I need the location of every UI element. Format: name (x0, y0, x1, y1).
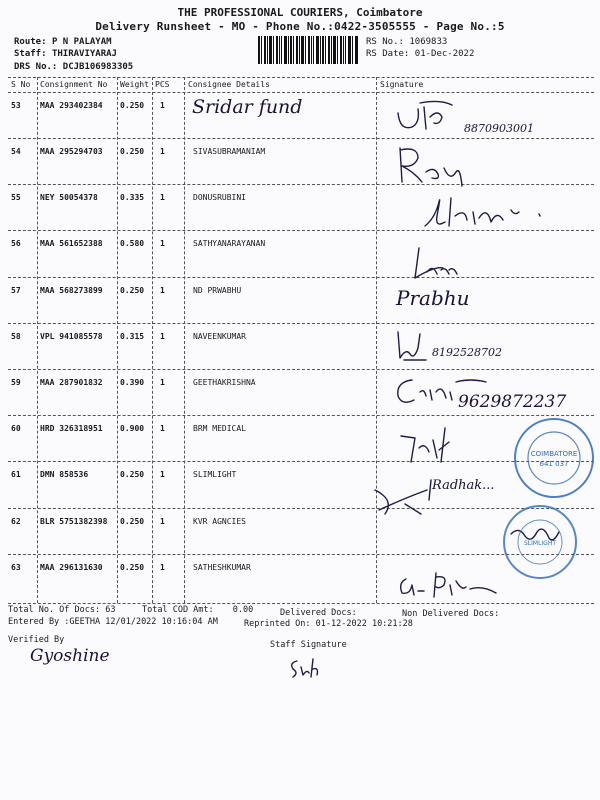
delivered-docs-label: Delivered Docs: (280, 608, 357, 618)
row-consignee: ND PRWABHU (193, 286, 242, 295)
route-line (14, 37, 112, 47)
row-consignee: SATHYANARAYANAN (193, 239, 266, 248)
svg-text:COIMBATORE: COIMBATORE (530, 450, 578, 458)
staff-label: Staff: (14, 49, 47, 59)
handwritten-phone-58: 8192528702 (432, 346, 502, 359)
row-weight: 0.250 (120, 286, 145, 295)
row-pcs: 1 (160, 239, 165, 248)
row-separator (8, 461, 594, 462)
staff-value: THIRAVIYARAJ (51, 49, 117, 59)
row-pcs: 1 (160, 286, 165, 295)
row-consignee: GEETHAKRISHNA (193, 378, 256, 387)
row-weight: 0.390 (120, 378, 145, 387)
row-weight: 0.250 (120, 563, 145, 572)
row-consignment-no: HRD 326318951 (40, 424, 103, 433)
route-value: P N PALAYAM (51, 37, 112, 47)
row-sno: 55 (11, 193, 21, 202)
signature-row-58 (392, 326, 432, 366)
row-pcs: 1 (160, 147, 165, 156)
row-sno: 59 (11, 378, 21, 387)
row-sno: 58 (11, 332, 21, 341)
barcode-icon (258, 36, 358, 64)
row-weight: 0.580 (120, 239, 145, 248)
route-label: Route: (14, 37, 47, 47)
footer-rule (8, 603, 594, 604)
row-consignee: NAVEENKUMAR (193, 332, 246, 341)
rs-no-label: RS No.: (366, 37, 404, 47)
rs-date-label: RS Date: (366, 49, 410, 59)
row-sno: 57 (11, 286, 21, 295)
row-sno: 61 (11, 470, 21, 479)
signature-row-63 (392, 565, 502, 601)
row-separator (8, 138, 594, 139)
entered-by-label: Entered By : (8, 617, 70, 627)
table-header-rule (8, 92, 594, 93)
medical-stamp-icon (512, 416, 596, 500)
reprinted-on (244, 619, 413, 629)
col-header-weight: Weight (120, 80, 149, 89)
shop-stamp-icon (500, 502, 580, 582)
entered-by-value: GEETHA 12/01/2022 10:16:04 AM (69, 617, 218, 627)
row-weight: 0.900 (120, 424, 145, 433)
entered-by (8, 617, 218, 627)
signature-row-56 (405, 240, 465, 285)
handwritten-phone-59: 9629872237 (458, 392, 567, 412)
col-divider (152, 77, 153, 603)
row-consignment-no: MAA 568273899 (40, 286, 103, 295)
row-consignee: SIVASUBRAMANIAM (193, 147, 266, 156)
row-separator (8, 369, 594, 370)
signature-row-54 (392, 142, 472, 192)
row-pcs: 1 (160, 193, 165, 202)
rs-date-value: 01-Dec-2022 (414, 49, 475, 59)
row-pcs: 1 (160, 424, 165, 433)
signature-row-53 (390, 95, 460, 135)
non-delivered-docs-label: Non Delivered Docs: (402, 609, 500, 619)
row-pcs: 1 (160, 563, 165, 572)
reprinted-value: 01-12-2022 10:21:28 (315, 619, 413, 629)
row-consignment-no: MAA 561652388 (40, 239, 103, 248)
verified-by-label: Verified By (8, 635, 65, 645)
row-consignment-no: NEY 50054378 (40, 193, 98, 202)
col-header-signature: Signature (380, 80, 424, 89)
staff-signature (285, 655, 325, 681)
rs-no-value: 1069833 (409, 37, 448, 47)
verified-by-signature: Gyoshine (30, 646, 110, 666)
col-header-pcs: PCS (155, 80, 170, 89)
row-separator (8, 323, 594, 324)
svg-text:641 037: 641 037 (539, 460, 569, 468)
row-consignment-no: VPL 941085578 (40, 332, 103, 341)
rs-date-line (366, 49, 474, 59)
total-docs-value: 63 (105, 605, 116, 615)
row-consignment-no: MAA 293402384 (40, 101, 103, 110)
row-weight: 0.250 (120, 147, 145, 156)
signature-row-60 (395, 422, 465, 467)
row-weight: 0.335 (120, 193, 145, 202)
reprinted-label: Reprinted On: (244, 619, 311, 629)
row-sno: 62 (11, 517, 21, 526)
row-separator (8, 415, 594, 416)
total-docs-label: Total No. Of Docs: (8, 605, 101, 615)
drs-line (14, 62, 133, 72)
row-weight: 0.315 (120, 332, 145, 341)
row-pcs: 1 (160, 101, 165, 110)
row-consignee: SLIMLIGHT (193, 470, 237, 479)
total-docs (8, 605, 116, 615)
svg-text:SLIMLIGHT: SLIMLIGHT (523, 540, 557, 547)
col-header-sno: S No (11, 80, 31, 89)
col-divider (37, 77, 38, 603)
row-sno: 56 (11, 239, 21, 248)
row-weight: 0.250 (120, 517, 145, 526)
total-cod-value: 0.00 (232, 605, 254, 615)
row-consignment-no: MAA 287901832 (40, 378, 103, 387)
row-pcs: 1 (160, 517, 165, 526)
handwritten-phone-53: 8870903001 (464, 122, 534, 135)
row-separator (8, 184, 594, 185)
row-sno: 60 (11, 424, 21, 433)
col-header-consignee: Consignee Details (188, 80, 270, 89)
document-title: THE PROFESSIONAL COURIERS, Coimbatore (177, 6, 423, 19)
staff-signature-label: Staff Signature (270, 640, 347, 650)
total-cod-label: Total COD Amt: (142, 605, 214, 615)
col-divider (184, 77, 185, 603)
row-consignee: DONUSRUBINI (193, 193, 246, 202)
row-consignment-no: MAA 296131630 (40, 563, 103, 572)
drs-label: DRS No.: (14, 62, 58, 72)
signature-row-55 (415, 188, 555, 238)
row-consignment-no: DMN 858536 (40, 470, 89, 479)
row-consignment-no: BLR 5751382398 (40, 517, 108, 526)
row-consignee: KVR AGNCIES (193, 517, 246, 526)
row-weight: 0.250 (120, 101, 145, 110)
handwritten-signature-61: Radhak... (432, 478, 495, 493)
handwritten-consignee: Sridar fund (192, 96, 303, 118)
col-divider (117, 77, 118, 603)
drs-value: DCJB106983305 (62, 62, 134, 72)
row-sno: 63 (11, 563, 21, 572)
row-pcs: 1 (160, 332, 165, 341)
staff-line (14, 49, 117, 59)
row-pcs: 1 (160, 378, 165, 387)
row-consignee: SATHESHKUMAR (193, 563, 251, 572)
row-separator (8, 277, 594, 278)
row-consignee: BRM MEDICAL (193, 424, 246, 433)
rs-no-line (366, 37, 447, 47)
row-sno: 54 (11, 147, 21, 156)
col-header-consignment: Consignment No (40, 80, 108, 89)
row-sno: 53 (11, 101, 21, 110)
row-weight: 0.250 (120, 470, 145, 479)
row-consignment-no: MAA 295294703 (40, 147, 103, 156)
total-cod (142, 605, 253, 615)
handwritten-signature-57: Prabhu (396, 286, 470, 310)
document-subtitle: Delivery Runsheet - MO - Phone No.:0422-3505555 - Page No.:5 (95, 20, 505, 33)
row-pcs: 1 (160, 470, 165, 479)
table-top-rule (8, 77, 594, 78)
